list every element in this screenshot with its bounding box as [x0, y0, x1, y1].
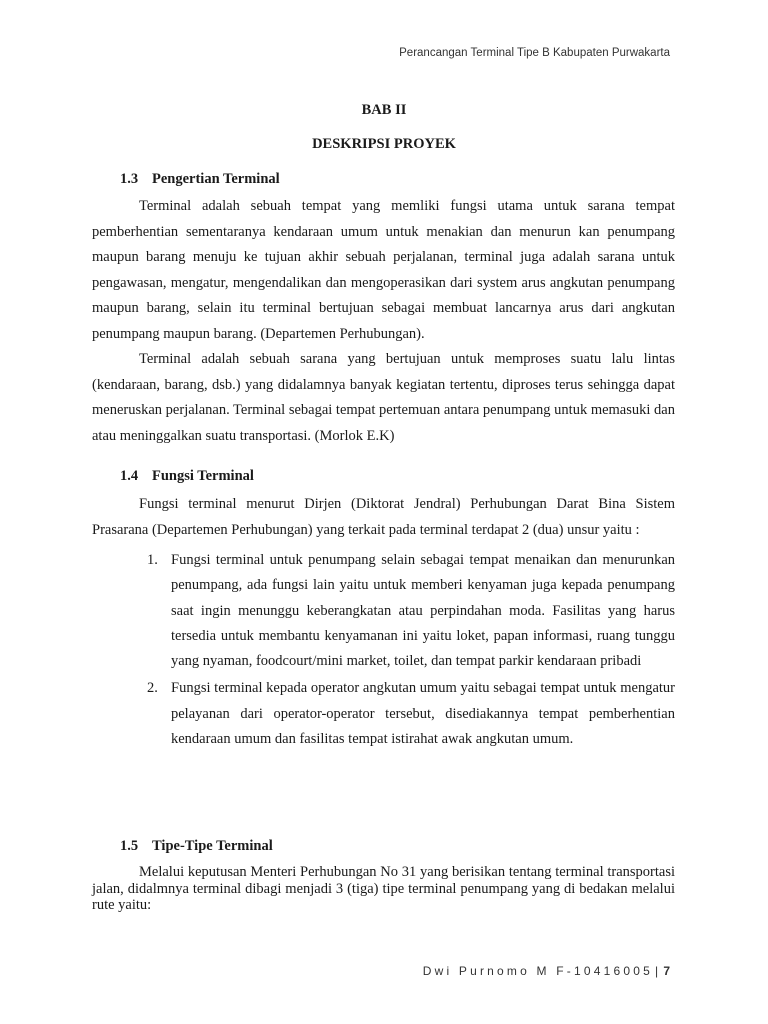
page-number: 7 — [663, 964, 670, 978]
list-item — [140, 676, 675, 752]
paragraph-terminal-types-intro: Melalui keputusan Menteri Perhubungan No 31 yang berisikan tentang terminal transportasi jalan, didalmnya terminal dibagi menjadi 3 (tiga) tipe terminal penumpang yang di bedakan melalui rute yaitu: — [92, 864, 675, 913]
paragraph-terminal-function-intro: Fungsi terminal menurut Dirjen (Diktorat Jendral) Perhubungan Darat Bina Sistem Prasarana (Departemen Perhubungan) yang terkait pada terminal terdapat 2 (dua) unsur yaitu : — [92, 496, 675, 538]
footer-separator: | — [654, 964, 662, 978]
list-item — [140, 548, 675, 674]
footer-author: Dwi Purnomo M F-10416005 — [422, 964, 653, 978]
section-title: Fungsi Terminal — [152, 468, 254, 484]
section-number: 1.5 — [120, 838, 139, 854]
section-title: Tipe-Tipe Terminal — [152, 838, 273, 854]
section-number: 1.4 — [120, 468, 139, 484]
paragraph-terminal-definition-2: Terminal adalah sebuah sarana yang bertujuan untuk memproses suatu lalu lintas (kendaraan, barang, dsb.) yang didalamnya banyak kegiatan tertentu, diproses terus sehingga dapat meneruskan perjalanan. Terminal sebagai tempat pertemuan antara penumpang untuk memasuki dan atau meninggalkan suatu transportasi. (Morlok E.K) — [92, 351, 675, 444]
section-title: Pengertian Terminal — [152, 171, 280, 187]
section-heading-1-3 — [120, 171, 280, 188]
running-header: Perancangan Terminal Tipe B Kabupaten Purwakarta — [399, 47, 670, 59]
section-heading-1-4 — [120, 468, 254, 485]
chapter-number: BAB II — [361, 102, 407, 118]
function-list — [140, 548, 675, 752]
section-heading-1-5 — [120, 838, 273, 855]
section-number: 1.3 — [120, 171, 139, 187]
list-item-text: Fungsi terminal untuk penumpang selain sebagai tempat menaikan dan menurunkan penumpang, ada fungsi lain yaitu untuk memberi kenyaman juga kepada penumpang saat ingin menunggu keberangkatan atau perpindahan moda. Fasilitas yang harus tersedia untuk membantu kenyamanan ini yaitu loket, papan informasi, ruang tunggu yang nyaman, foodcourt/mini market, toilet, dan tempat parkir kendaraan pribadi — [171, 552, 675, 670]
page-footer — [423, 964, 670, 978]
chapter-title: DESKRIPSI PROYEK — [312, 136, 456, 152]
paragraph-terminal-definition-1: Terminal adalah sebuah tempat yang memliki fungsi utama untuk sarana tempat pemberhentian sementaranya kendaraan umum untuk menakian dan menurun kan penumpang maupun barang menuju ke tujuan akhir sebuah perjalanan, terminal juga adalah sarana untuk pengawasan, mengatur, mengendalikan dan mengoperasikan dari system arus angkutan penumpang maupun barang, selain itu terminal bertujuan sebagai membuat lancarnya arus dari angkutan penumpang maupun barang. (Departemen Perhubungan). — [92, 198, 675, 342]
list-marker: 1. — [147, 552, 158, 568]
list-marker: 2. — [147, 680, 158, 697]
list-item-text: Fungsi terminal kepada operator angkutan umum yaitu sebagai tempat untuk mengatur pelayanan dari operator-operator tersebut, disediakannya tempat pemberhentian kendaraan umum dan fasilitas tempat istirahat awak angkutan umum. — [171, 680, 675, 748]
